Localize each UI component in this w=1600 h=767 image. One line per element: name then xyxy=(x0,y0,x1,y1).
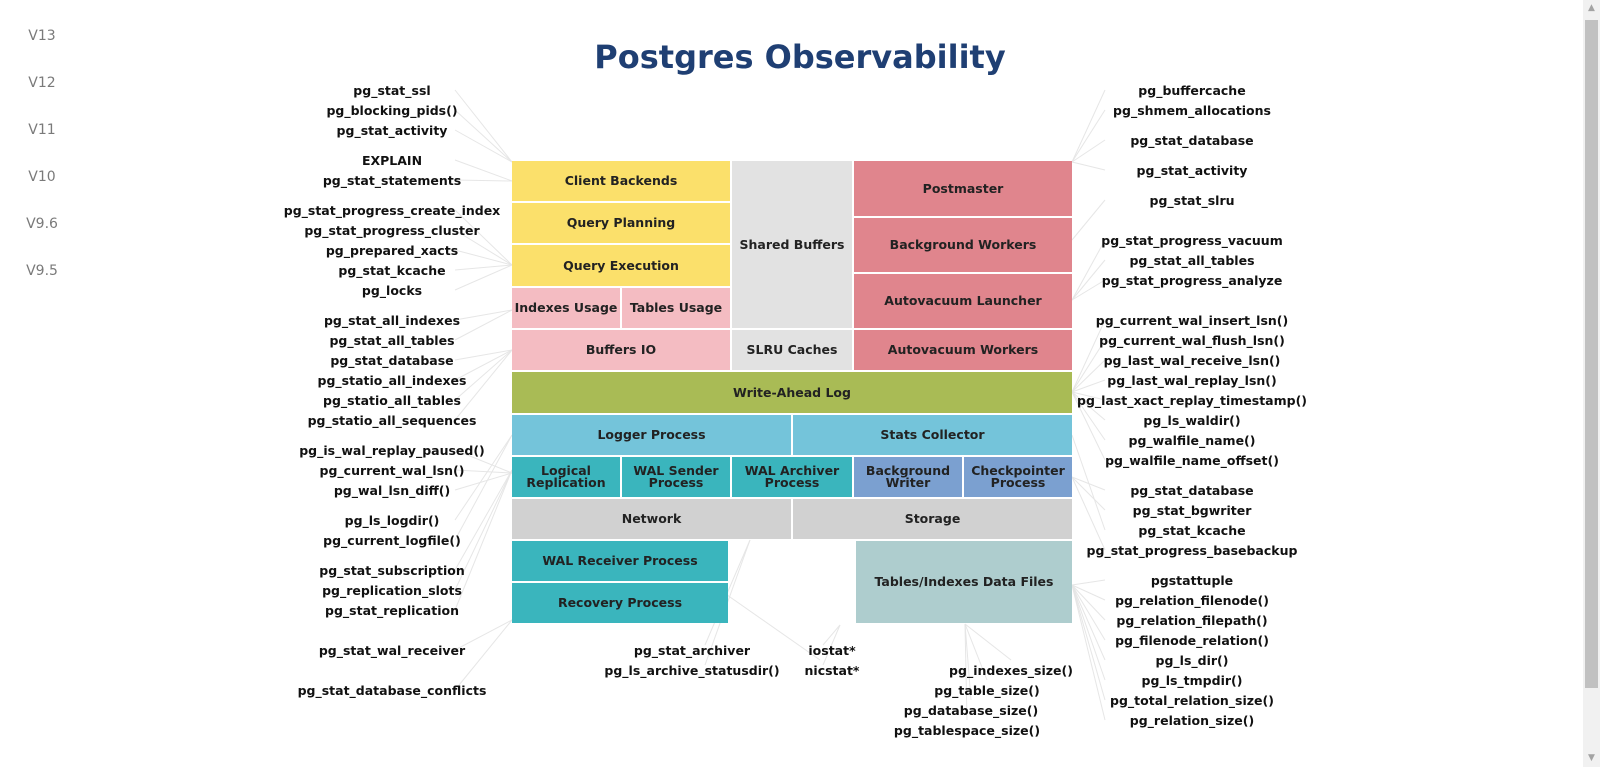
wal-sender-process-box[interactable] xyxy=(622,457,730,497)
function-label[interactable]: pg_ls_tmpdir() xyxy=(1141,673,1243,688)
scroll-down-arrow-icon[interactable]: ▼ xyxy=(1588,753,1595,763)
function-label[interactable]: pg_replication_slots xyxy=(322,583,462,598)
version-link-v12[interactable]: V12 xyxy=(28,75,56,91)
function-label[interactable]: iostat* xyxy=(808,643,856,658)
function-label[interactable]: pg_stat_progress_analyze xyxy=(1101,273,1283,288)
wal-receiver-process-label: WAL Receiver Process xyxy=(542,553,698,568)
function-label[interactable]: pg_relation_filenode() xyxy=(1115,593,1269,608)
function-label[interactable]: pg_stat_slru xyxy=(1149,193,1235,208)
function-label[interactable]: pg_filenode_relation() xyxy=(1115,633,1269,648)
data-files-label: Tables/Indexes Data Files xyxy=(874,574,1054,589)
function-label[interactable]: pg_wal_lsn_diff() xyxy=(333,483,451,498)
connector-line xyxy=(1072,200,1105,240)
recovery-process-box[interactable] xyxy=(512,583,728,623)
function-label[interactable]: pg_ls_dir() xyxy=(1155,653,1229,668)
slru-caches-label: SLRU Caches xyxy=(746,342,838,357)
function-label[interactable]: pg_relation_filepath() xyxy=(1116,613,1268,628)
connector-line xyxy=(1072,110,1105,162)
autovacuum-launcher-box[interactable] xyxy=(854,274,1072,328)
autovacuum-workers-label: Autovacuum Workers xyxy=(887,342,1039,357)
function-label[interactable]: pg_buffercache xyxy=(1138,83,1246,98)
function-label[interactable]: pg_stat_ssl xyxy=(353,83,431,98)
connector-line xyxy=(455,470,512,610)
buffers-io-box[interactable] xyxy=(512,330,730,370)
wal-sender-process-label: WAL Sender Process xyxy=(633,463,719,490)
page-title: Postgres Observability xyxy=(594,38,1006,76)
postmaster-box[interactable] xyxy=(854,161,1072,216)
wal-receiver-process-box[interactable] xyxy=(512,541,728,581)
background-writer-box[interactable] xyxy=(854,457,962,497)
function-label[interactable]: pg_tablespace_size() xyxy=(893,723,1041,738)
query-execution-label: Query Execution xyxy=(563,257,679,273)
storage-box[interactable] xyxy=(793,499,1072,539)
connector-line xyxy=(455,90,512,162)
connector-line xyxy=(455,130,512,162)
function-label[interactable]: pg_stat_kcache xyxy=(1138,523,1246,538)
shared-buffers-label: Shared Buffers xyxy=(739,236,845,252)
function-label[interactable]: pg_stat_progress_vacuum xyxy=(1101,233,1283,248)
client-backends-box[interactable] xyxy=(512,161,730,201)
connector-line xyxy=(1072,240,1105,300)
autovacuum-workers-box[interactable] xyxy=(854,330,1072,370)
function-label[interactable]: EXPLAIN xyxy=(361,153,423,168)
function-label[interactable]: pgstattuple xyxy=(1150,573,1234,588)
function-label[interactable]: pg_stat_subscription xyxy=(319,563,465,578)
connector-line xyxy=(455,180,512,181)
logger-process-box[interactable] xyxy=(512,415,791,455)
function-label[interactable]: pg_stat_progress_cluster xyxy=(304,223,480,238)
version-link-v11[interactable]: V11 xyxy=(28,122,56,138)
logger-process-label: Logger Process xyxy=(597,427,706,442)
function-label[interactable]: pg_stat_database xyxy=(1130,483,1254,498)
query-planning-label: Query Planning xyxy=(566,215,676,230)
background-writer-label: Background Writer xyxy=(865,463,951,490)
write-ahead-log-box[interactable] xyxy=(512,372,1072,413)
logical-replication-label: Logical Replication xyxy=(526,463,606,490)
version-link-v13[interactable]: V13 xyxy=(28,28,56,44)
connector-line xyxy=(455,470,512,570)
function-label[interactable]: pg_stat_database_conflicts xyxy=(297,683,487,698)
checkpointer-process-label: Checkpointer Process xyxy=(971,463,1065,490)
background-workers-box[interactable] xyxy=(854,218,1072,272)
function-label[interactable]: pg_current_wal_insert_lsn() xyxy=(1095,313,1289,328)
function-label[interactable]: pg_last_wal_replay_lsn() xyxy=(1107,373,1277,388)
function-label[interactable]: pg_stat_database xyxy=(330,353,454,368)
function-label[interactable]: pg_ls_waldir() xyxy=(1143,413,1241,428)
tables-usage-box[interactable] xyxy=(622,288,730,328)
stats-collector-label: Stats Collector xyxy=(880,427,985,442)
function-label[interactable]: pg_statio_all_tables xyxy=(323,393,461,408)
connector-line xyxy=(1072,585,1105,660)
version-link-v9-5[interactable]: V9.5 xyxy=(26,263,58,279)
data-files-box[interactable] xyxy=(856,541,1072,623)
function-label[interactable]: pg_stat_activity xyxy=(1136,163,1248,178)
function-label[interactable]: pg_walfile_name_offset() xyxy=(1105,453,1279,468)
postmaster-label: Postmaster xyxy=(922,180,1004,196)
logical-replication-box[interactable] xyxy=(512,457,620,497)
function-label[interactable]: pg_stat_progress_basebackup xyxy=(1086,543,1298,558)
connector-line xyxy=(1072,580,1105,585)
function-label[interactable]: pg_walfile_name() xyxy=(1128,433,1256,448)
client-backends-label: Client Backends xyxy=(564,173,678,188)
version-link-v10[interactable]: V10 xyxy=(28,169,56,185)
function-label[interactable]: pg_total_relation_size() xyxy=(1110,693,1274,708)
function-label[interactable]: pg_stat_activity xyxy=(336,123,448,138)
function-label[interactable]: pg_stat_replication xyxy=(325,603,459,618)
connector-line xyxy=(455,110,512,162)
function-label[interactable]: pg_stat_progress_create_index xyxy=(283,203,501,218)
vertical-scrollbar[interactable] xyxy=(1583,0,1600,767)
indexes-usage-label: Indexes Usage xyxy=(514,300,618,315)
indexes-usage-box[interactable] xyxy=(512,288,620,328)
function-label[interactable]: pg_locks xyxy=(361,283,423,298)
function-label[interactable]: pg_current_wal_flush_lsn() xyxy=(1099,333,1285,348)
tables-usage-label: Tables Usage xyxy=(629,300,723,315)
scrollbar-thumb[interactable] xyxy=(1585,20,1598,688)
function-label[interactable]: pg_last_xact_replay_timestamp() xyxy=(1077,393,1307,408)
recovery-process-label: Recovery Process xyxy=(557,595,683,610)
slru-caches-box[interactable] xyxy=(732,330,852,370)
function-label[interactable]: pg_shmem_allocations xyxy=(1113,103,1271,118)
stats-collector-box[interactable] xyxy=(793,415,1072,455)
wal-archiver-process-box[interactable] xyxy=(732,457,852,497)
function-label[interactable]: pg_stat_database xyxy=(1130,133,1254,148)
network-box[interactable] xyxy=(512,499,791,539)
autovacuum-launcher-label: Autovacuum Launcher xyxy=(884,293,1042,308)
connector-line xyxy=(1072,320,1105,392)
query-execution-box[interactable] xyxy=(512,245,730,286)
function-label[interactable]: pg_ls_logdir() xyxy=(344,513,440,528)
write-ahead-log-label: Write-Ahead Log xyxy=(733,384,851,400)
connector-line xyxy=(1072,360,1105,392)
connector-line xyxy=(1072,260,1105,300)
function-label[interactable]: pg_prepared_xacts xyxy=(325,243,459,258)
background-workers-label: Background Workers xyxy=(889,237,1037,252)
connector-line xyxy=(1072,585,1105,720)
function-label[interactable]: pg_stat_all_indexes xyxy=(323,313,461,328)
function-label[interactable]: pg_table_size() xyxy=(934,683,1040,698)
shared-buffers-box[interactable] xyxy=(732,161,852,328)
function-label[interactable]: pg_database_size() xyxy=(903,703,1039,718)
function-label[interactable]: pg_statio_all_sequences xyxy=(307,413,477,428)
function-label[interactable]: pg_is_wal_replay_paused() xyxy=(299,443,485,458)
function-label[interactable]: pg_stat_kcache xyxy=(338,263,446,278)
function-label[interactable]: nicstat* xyxy=(804,663,860,678)
wal-archiver-process-label: WAL Archiver Process xyxy=(744,463,840,490)
network-label: Network xyxy=(621,511,682,526)
function-label[interactable]: pg_indexes_size() xyxy=(949,663,1073,678)
connector-line xyxy=(1072,162,1105,170)
connector-line xyxy=(455,160,512,181)
function-label[interactable]: pg_stat_all_tables xyxy=(1129,253,1255,268)
checkpointer-process-box[interactable] xyxy=(964,457,1072,497)
function-label[interactable]: pg_stat_wal_receiver xyxy=(318,643,466,658)
scroll-up-arrow-icon[interactable]: ▲ xyxy=(1588,3,1595,13)
function-label[interactable]: pg_statio_all_indexes xyxy=(317,373,467,388)
function-label[interactable]: pg_stat_all_tables xyxy=(329,333,455,348)
function-label[interactable]: pg_stat_bgwriter xyxy=(1132,503,1252,518)
version-link-v9-6[interactable]: V9.6 xyxy=(26,216,58,232)
buffers-io-label: Buffers IO xyxy=(585,342,657,357)
storage-label: Storage xyxy=(904,511,961,526)
function-label[interactable]: pg_last_wal_receive_lsn() xyxy=(1103,353,1281,368)
function-label[interactable]: pg_stat_archiver xyxy=(633,643,751,658)
connector-line xyxy=(455,250,512,265)
function-label[interactable]: pg_stat_statements xyxy=(322,173,462,188)
function-label[interactable]: pg_ls_archive_statusdir() xyxy=(604,663,780,678)
function-label[interactable]: pg_current_logfile() xyxy=(323,533,461,548)
function-label[interactable]: pg_current_wal_lsn() xyxy=(319,463,465,478)
query-planning-box[interactable] xyxy=(512,203,730,243)
connector-line xyxy=(823,625,840,645)
function-label[interactable]: pg_relation_size() xyxy=(1129,713,1255,728)
function-label[interactable]: pg_blocking_pids() xyxy=(326,103,458,118)
